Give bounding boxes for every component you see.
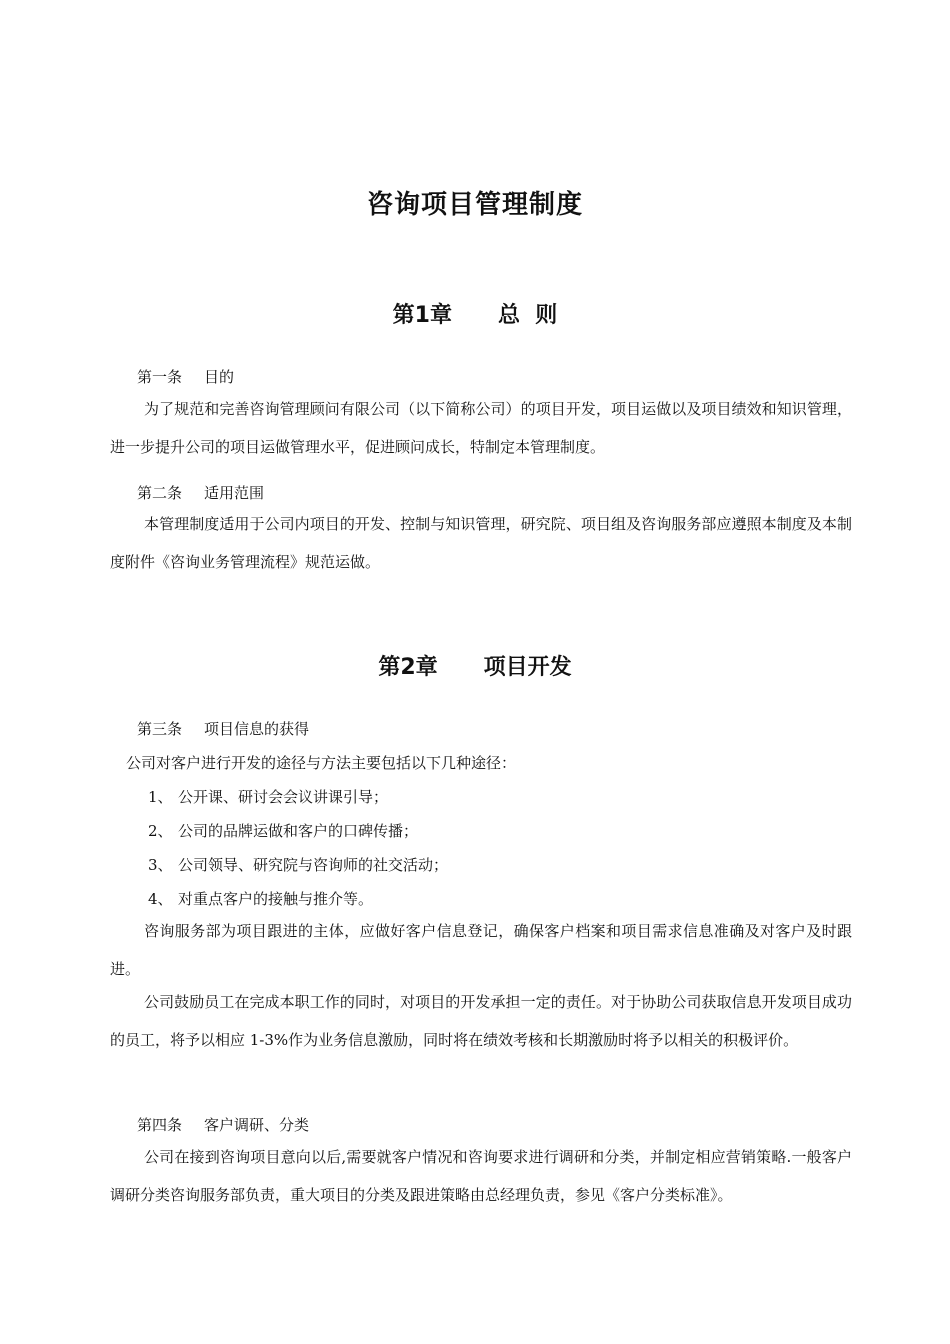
article-1-heading bbox=[137, 366, 234, 387]
list-text: 公司的品牌运做和客户的口碑传播； bbox=[178, 822, 419, 840]
article-1-paragraph: 为了规范和完善咨询管理顾问有限公司（以下简称公司）的项目开发，项目运做以及项目绩效和知识管理，进一步提升公司的项目运做管理水平，促进顾问成长，特制定本管理制度。 bbox=[110, 400, 852, 456]
list-item bbox=[148, 786, 388, 807]
article-4-heading bbox=[137, 1114, 309, 1135]
list-index: 1、 bbox=[148, 788, 173, 806]
article-heading: 客户调研、分类 bbox=[204, 1116, 310, 1134]
chapter-2-heading bbox=[0, 650, 950, 681]
article-4-paragraph: 公司在接到咨询项目意向以后,需要就客户情况和咨询要求进行调研和分类，并制定相应营销策略.一般客户调研分类咨询服务部负责，重大项目的分类及跟进策略由总经理负责，参见《客户分类标准》。 bbox=[110, 1148, 852, 1204]
list-index: 3、 bbox=[148, 856, 173, 874]
article-3-paragraph: 公司鼓励员工在完成本职工作的同时，对项目的开发承担一定的责任。对于协助公司获取信息开发项目成功的员工，将予以相应 1-3%作为业务信息激励，同时将在绩效考核和长期激励时将予以相关的积极评价。 bbox=[110, 993, 852, 1049]
article-heading: 目的 bbox=[204, 368, 235, 386]
article-2-paragraph: 本管理制度适用于公司内项目的开发、控制与知识管理，研究院、项目组及咨询服务部应遵照本制度及本制度附件《咨询业务管理流程》规范运做。 bbox=[110, 515, 852, 571]
chapter-name: 项目开发 bbox=[483, 655, 572, 680]
article-3-heading bbox=[137, 718, 309, 739]
article-heading: 项目信息的获得 bbox=[204, 720, 310, 738]
list-index: 2、 bbox=[148, 822, 173, 840]
article-3-intro: 公司对客户进行开发的途径与方法主要包括以下几种途径： bbox=[126, 754, 517, 772]
list-item bbox=[148, 888, 373, 909]
document-title: 咨询项目管理制度 bbox=[366, 190, 583, 220]
article-2-heading bbox=[137, 482, 264, 503]
article-label: 第一条 bbox=[137, 368, 183, 386]
list-text: 对重点客户的接触与推介等。 bbox=[178, 890, 374, 908]
chapter-number: 第1章 bbox=[392, 303, 452, 328]
article-heading: 适用范围 bbox=[204, 484, 265, 502]
list-text: 公开课、研讨会会议讲课引导； bbox=[178, 788, 389, 806]
list-item bbox=[148, 854, 448, 875]
chapter-name: 总 则 bbox=[497, 303, 558, 328]
article-3-paragraph: 咨询服务部为项目跟进的主体，应做好客户信息登记，确保客户档案和项目需求信息准确及对客户及时跟进。 bbox=[110, 922, 852, 978]
list-item bbox=[148, 820, 418, 841]
article-label: 第四条 bbox=[137, 1116, 183, 1134]
chapter-number: 第2章 bbox=[378, 655, 438, 680]
chapter-1-heading bbox=[0, 298, 950, 329]
list-index: 4、 bbox=[148, 890, 173, 908]
article-label: 第三条 bbox=[137, 720, 183, 738]
list-text: 公司领导、研究院与咨询师的社交活动； bbox=[178, 856, 449, 874]
article-label: 第二条 bbox=[137, 484, 183, 502]
